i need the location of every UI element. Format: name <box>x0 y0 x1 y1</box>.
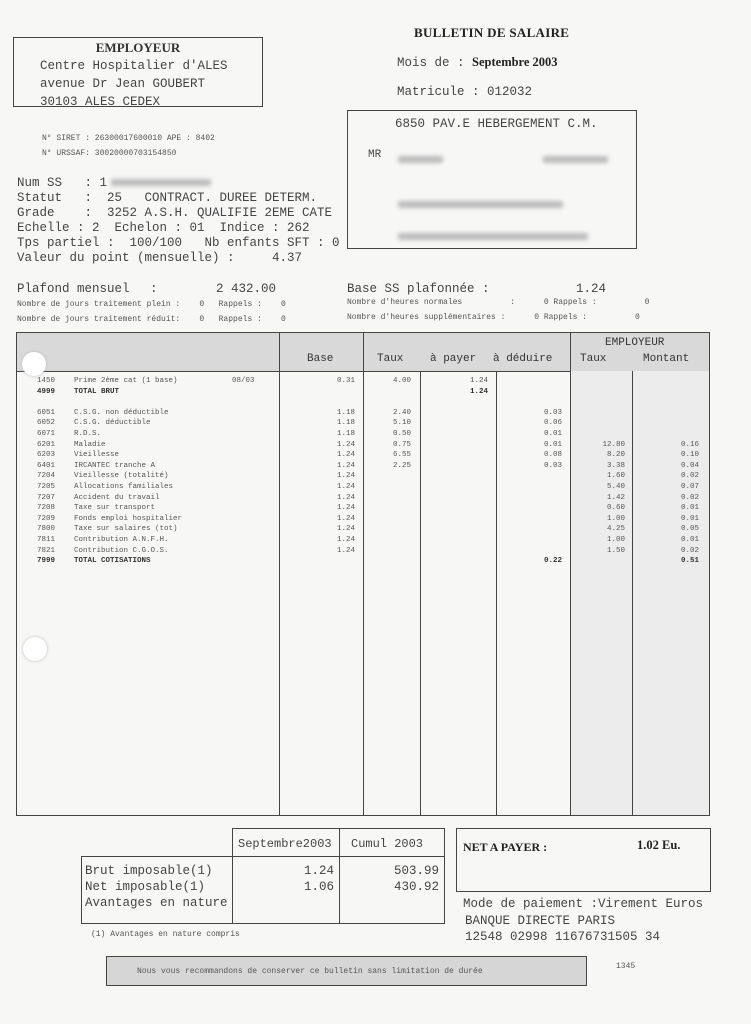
table-row <box>17 388 709 399</box>
cell-code: 7800 <box>37 525 56 534</box>
cell-label: Taxe sur salaires (tot) <box>74 525 178 534</box>
table-row <box>17 377 709 388</box>
cell-a-deduire: 0.01 <box>543 430 562 438</box>
summary-cumul: 430.92 <box>393 880 439 894</box>
cell-emp-montant: 0.05 <box>680 525 699 534</box>
num-ss-label: Num SS : <box>17 176 93 190</box>
cell-emp-montant: 0.10 <box>680 451 699 460</box>
table-row <box>17 430 709 441</box>
cell-emp-taux: 1.50 <box>606 546 625 555</box>
cell-code: 7811 <box>37 536 56 544</box>
payment-mode-value: Virement Euros <box>598 897 704 911</box>
summary-label: Net imposable(1) <box>85 880 206 894</box>
cell-label: Accident du travail <box>74 493 160 502</box>
employee-city-redacted <box>398 228 588 246</box>
employer-city: 30103 ALES CEDEX <box>40 95 161 109</box>
cell-base: 1.24 <box>336 525 355 534</box>
plafond-value: 2 432.00 <box>216 282 277 296</box>
cell-emp-montant: 0.02 <box>680 472 699 481</box>
table-row <box>17 557 709 568</box>
footer-page-number: 1345 <box>616 962 636 971</box>
cell-base: 1.18 <box>336 419 355 428</box>
cell-code: 7204 <box>37 472 56 481</box>
cell-base: 0.31 <box>336 377 355 385</box>
num-ss-value: 1 <box>99 176 108 190</box>
cell-base: 1.24 <box>336 440 355 449</box>
cell-code: 1450 <box>37 377 56 385</box>
cell-code: 6203 <box>37 451 56 460</box>
header-employer-taux: Taux <box>580 353 607 365</box>
cell-base: 1.24 <box>336 461 355 470</box>
summary-col-month: Septembre2003 <box>238 837 332 851</box>
cell-code: 6201 <box>37 440 56 449</box>
cell-label: R.D.S. <box>74 430 102 438</box>
cell-code: 6071 <box>37 430 56 438</box>
cell-label: Prime 2ème cat (1 base) <box>74 377 178 385</box>
employee-street-redacted <box>398 196 563 214</box>
net-pay-box <box>456 828 711 892</box>
month-value: Septembre 2003 <box>472 55 558 69</box>
matricule-label: Matricule : <box>397 85 480 99</box>
cell-base: 1.24 <box>336 514 355 523</box>
cell-emp-montant: 0.01 <box>680 514 699 523</box>
plafond-label: Plafond mensuel <box>17 282 130 296</box>
employee-address-box <box>347 110 637 249</box>
summary-cumul: 503.99 <box>393 864 439 878</box>
footer-notice-bar <box>106 956 587 986</box>
cell-emp-taux: 1.42 <box>606 493 625 502</box>
cell-base: 1.24 <box>336 493 355 502</box>
cell-label: Contribution A.N.F.H. <box>74 536 169 544</box>
cell-code: 6052 <box>37 419 56 428</box>
employee-civility: MR <box>368 149 382 161</box>
cell-emp-taux: 1.00 <box>606 514 625 523</box>
cell-a-deduire: 0.22 <box>543 557 562 566</box>
table-row <box>17 504 709 515</box>
cell-emp-montant: 0.04 <box>680 461 699 470</box>
cell-taux: 0.75 <box>392 440 411 449</box>
valeur-point-line: Valeur du point (mensuelle) : 4.37 <box>17 251 303 265</box>
cell-label: Taxe sur transport <box>74 504 156 513</box>
header-a-deduire: à déduire <box>493 353 553 365</box>
cell-code: 4999 <box>37 387 56 396</box>
cell-base: 1.24 <box>336 546 355 555</box>
cell-code: 7209 <box>37 514 56 523</box>
plafond-colon: : <box>150 282 158 296</box>
cell-emp-taux: 12.80 <box>602 440 625 449</box>
cell-label: C.S.G. déductible <box>74 419 151 428</box>
table-row <box>17 525 709 536</box>
cell-a-payer: 1.24 <box>469 387 488 396</box>
summary-month: 1.24 <box>303 864 334 878</box>
cell-emp-taux: 1.60 <box>606 472 625 481</box>
net-pay-label: NET A PAYER : <box>463 840 548 854</box>
cell-emp-taux: 5.40 <box>606 483 625 491</box>
cell-base: 1.24 <box>336 472 355 481</box>
cell-label: Maladie <box>74 440 106 449</box>
cell-label: Contribution C.G.O.S. <box>74 546 169 555</box>
cell-period: 08/03 <box>232 377 255 385</box>
cell-taux: 2.40 <box>392 408 411 417</box>
net-pay-value: 1.02 Eu. <box>637 838 681 852</box>
payment-account: 12548 02998 11676731505 34 <box>465 930 661 944</box>
cell-a-deduire: 0.03 <box>543 408 562 417</box>
employee-service: 6850 PAV.E HEBERGEMENT C.M. <box>395 117 598 131</box>
grade-line: Grade : 3252 A.S.H. QUALIFIE 2EME CATE <box>17 206 333 220</box>
matricule-line <box>397 85 532 99</box>
table-row <box>17 494 709 505</box>
cell-emp-montant: 0.02 <box>680 493 699 502</box>
cell-code: 7205 <box>37 483 56 491</box>
table-row <box>17 515 709 526</box>
employer-urssaf: N° URSSAF: 30020000703154850 <box>42 149 177 158</box>
cell-emp-montant: 0.02 <box>680 546 699 555</box>
cell-taux: 0.50 <box>392 430 411 438</box>
table-row <box>17 536 709 547</box>
punch-hole <box>22 352 46 376</box>
table-row <box>17 547 709 558</box>
table-row <box>17 419 709 430</box>
cell-taux: 6.55 <box>392 451 411 460</box>
cell-emp-montant: 0.16 <box>680 440 699 449</box>
cell-label: Fonds emploi hospitalier <box>74 514 183 523</box>
cell-taux: 5.10 <box>392 419 411 428</box>
cell-base: 1.18 <box>336 408 355 417</box>
cell-label: Vieillesse <box>74 451 120 460</box>
cell-label: Vieillesse (totalité) <box>74 472 169 481</box>
cell-label: TOTAL BRUT <box>74 387 120 396</box>
employee-firstname-redacted <box>543 151 608 169</box>
summary-col-cumul: Cumul 2003 <box>351 837 424 851</box>
cell-a-deduire: 0.06 <box>543 419 562 428</box>
cell-label: TOTAL COTISATIONS <box>74 557 151 566</box>
jours-reduit-line: Nombre de jours traitement réduit: 0 Rappels : 0 <box>17 315 286 324</box>
cell-a-payer: 1.24 <box>469 377 488 385</box>
employer-title: EMPLOYEUR <box>95 40 181 55</box>
document-title: BULLETIN DE SALAIRE <box>414 25 570 40</box>
cell-emp-montant: 0.01 <box>680 504 699 513</box>
employer-siret: N° SIRET : 26300017600010 APE : 8402 <box>42 134 215 143</box>
cell-code: 7821 <box>37 546 56 555</box>
header-employer-montant: Montant <box>643 353 690 365</box>
table-row <box>17 398 709 409</box>
cell-code: 6401 <box>37 461 56 470</box>
cell-emp-taux: 8.20 <box>606 451 625 460</box>
echelle-line: Echelle : 2 Echelon : 01 Indice : 262 <box>17 221 310 235</box>
table-row <box>17 409 709 420</box>
cell-emp-montant: 0.51 <box>680 557 699 566</box>
cell-base: 1.24 <box>336 536 355 544</box>
table-row <box>17 472 709 483</box>
header-a-payer: à payer <box>430 353 477 365</box>
cell-base: 1.24 <box>336 504 355 513</box>
num-ss-redacted <box>111 179 211 186</box>
cell-a-deduire: 0.01 <box>543 440 562 449</box>
employer-box <box>13 37 263 107</box>
matricule-value: 012032 <box>487 85 533 99</box>
cell-taux: 4.00 <box>392 377 411 385</box>
jours-plein-line: Nombre de jours traitement plein : 0 Rappels : 0 <box>17 300 286 309</box>
cell-code: 7999 <box>37 557 56 566</box>
payslip-table <box>16 332 710 816</box>
heures-sup-line: Nombre d'heures supplémentaires : 0 Rappels : 0 <box>347 313 640 322</box>
footer-notice: Nous vous recommandons de conserver ce bulletin sans limitation de durée <box>137 967 483 976</box>
cell-emp-taux: 0.60 <box>606 504 625 513</box>
cell-a-deduire: 0.03 <box>543 461 562 470</box>
header-employeur: EMPLOYEUR <box>605 337 665 349</box>
base-ss-value: 1.24 <box>576 282 607 296</box>
cell-base: 1.24 <box>336 483 355 491</box>
payment-mode-line <box>463 897 703 911</box>
summary-label: Brut imposable(1) <box>85 864 213 878</box>
employee-lastname-redacted <box>398 151 443 169</box>
payment-bank: BANQUE DIRECTE PARIS <box>465 914 616 928</box>
punch-hole <box>23 637 47 661</box>
employer-street: avenue Dr Jean GOUBERT <box>40 77 206 91</box>
summary-month: 1.06 <box>303 880 334 894</box>
cell-code: 6051 <box>37 408 56 417</box>
summary-footnote: (1) Avantages en nature compris <box>91 930 240 939</box>
cell-emp-taux: 4.25 <box>606 525 625 534</box>
cell-label: IRCANTEC tranche A <box>74 461 156 470</box>
month-line <box>397 55 558 70</box>
cell-a-deduire: 0.08 <box>543 451 562 460</box>
table-row <box>17 483 709 494</box>
base-ss-label: Base SS plafonnée : <box>347 282 490 296</box>
summary-label: Avantages en nature <box>85 896 228 910</box>
cell-label: C.S.G. non déductible <box>74 408 169 417</box>
num-ss-line <box>17 176 211 190</box>
cell-code: 7207 <box>37 493 56 502</box>
table-row <box>17 441 709 452</box>
cell-base: 1.24 <box>336 451 355 460</box>
month-label: Mois de : <box>397 56 465 70</box>
tps-partiel-line: Tps partiel : 100/100 Nb enfants SFT : 0 <box>17 236 340 250</box>
table-row <box>17 462 709 473</box>
heures-normales-line: Nombre d'heures normales : 0 Rappels : 0 <box>347 298 650 307</box>
header-taux: Taux <box>377 353 404 365</box>
payment-mode-label: Mode de paiement : <box>463 897 599 911</box>
cell-emp-taux: 3.38 <box>606 461 625 470</box>
cell-base: 1.18 <box>336 430 355 438</box>
cell-emp-taux: 1.00 <box>606 536 625 544</box>
cell-emp-montant: 0.07 <box>680 483 699 491</box>
cell-taux: 2.25 <box>392 461 411 470</box>
employer-name: Centre Hospitalier d'ALES <box>40 59 228 73</box>
cell-emp-montant: 0.01 <box>680 536 699 544</box>
header-base: Base <box>307 353 334 365</box>
cell-code: 7208 <box>37 504 56 513</box>
statut-line: Statut : 25 CONTRACT. DUREE DETERM. <box>17 191 318 205</box>
tax-summary-table <box>81 828 445 924</box>
cell-label: Allocations familiales <box>74 483 174 491</box>
table-row <box>17 451 709 462</box>
